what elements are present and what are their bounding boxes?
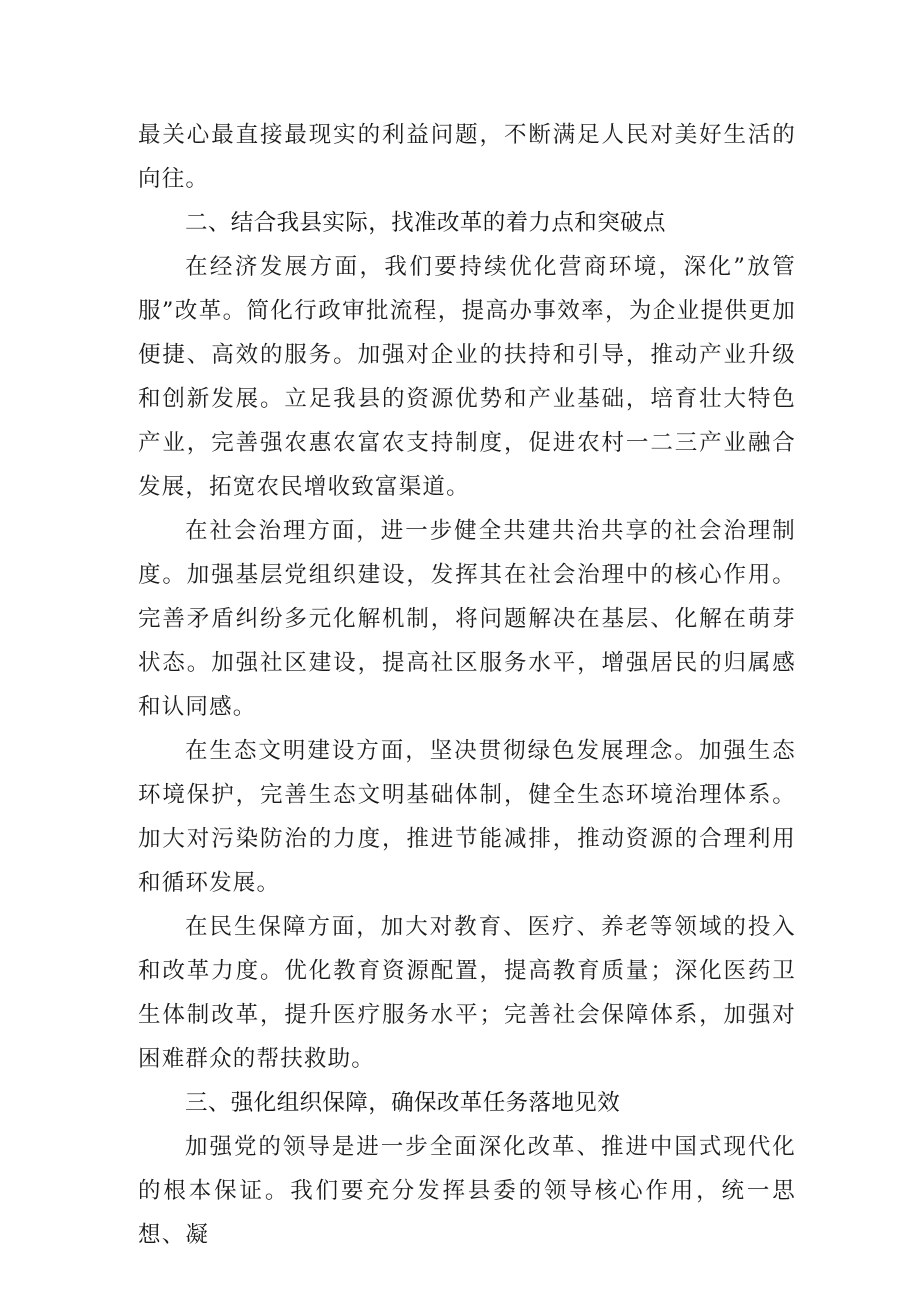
paragraph-ecology: 在生态文明建设方面，坚决贯彻绿色发展理念。加强生态环境保护，完善生态文明基础体制，健全生态环境治理体系。加大对污染防治的力度，推进节能减排，推动资源的合理利用和循环发展。: [138, 738, 796, 896]
paragraph-economy: 在经济发展方面，我们要持续优化营商环境，深化”放管服”改革。简化行政审批流程，提高办事效率，为企业提供更加便捷、高效的服务。加强对企业的扶持和引导，推动产业升级和创新发展。立足我县的资源优势和产业基础，培育壮大特色产业，完善强农惠农富农支持制度，促进农村一二三产业融合发展，拓宽农民增收致富渠道。: [138, 254, 796, 500]
paragraph-party-leadership: 加强党的领导是进一步全面深化改革、推进中国式现代化的根本保证。我们要充分发挥县委的领导核心作用，统一思想、凝: [138, 1134, 796, 1248]
paragraph-continued: 最关心最直接最现实的利益问题，不断满足人民对美好生活的向往。: [138, 122, 796, 192]
section-heading-2: 二、结合我县实际，找准改革的着力点和突破点: [185, 210, 666, 236]
paragraph-livelihood: 在民生保障方面，加大对教育、医疗、养老等领域的投入和改革力度。优化教育资源配置，提高教育质量；深化医药卫生体制改革，提升医疗服务水平；完善社会保障体系，加强对困难群众的帮扶救助。: [138, 914, 796, 1072]
section-heading-3: 三、强化组织保障，确保改革任务落地见效: [185, 1090, 621, 1116]
document-body: [138, 113, 796, 1257]
paragraph-social-governance: 在社会治理方面，进一步健全共建共治共享的社会治理制度。加强基层党组织建设，发挥其在社会治理中的核心作用。完善矛盾纠纷多元化解机制，将问题解决在基层、化解在萌芽状态。加强社区建设，提高社区服务水平，增强居民的归属感和认同感。: [138, 518, 796, 720]
